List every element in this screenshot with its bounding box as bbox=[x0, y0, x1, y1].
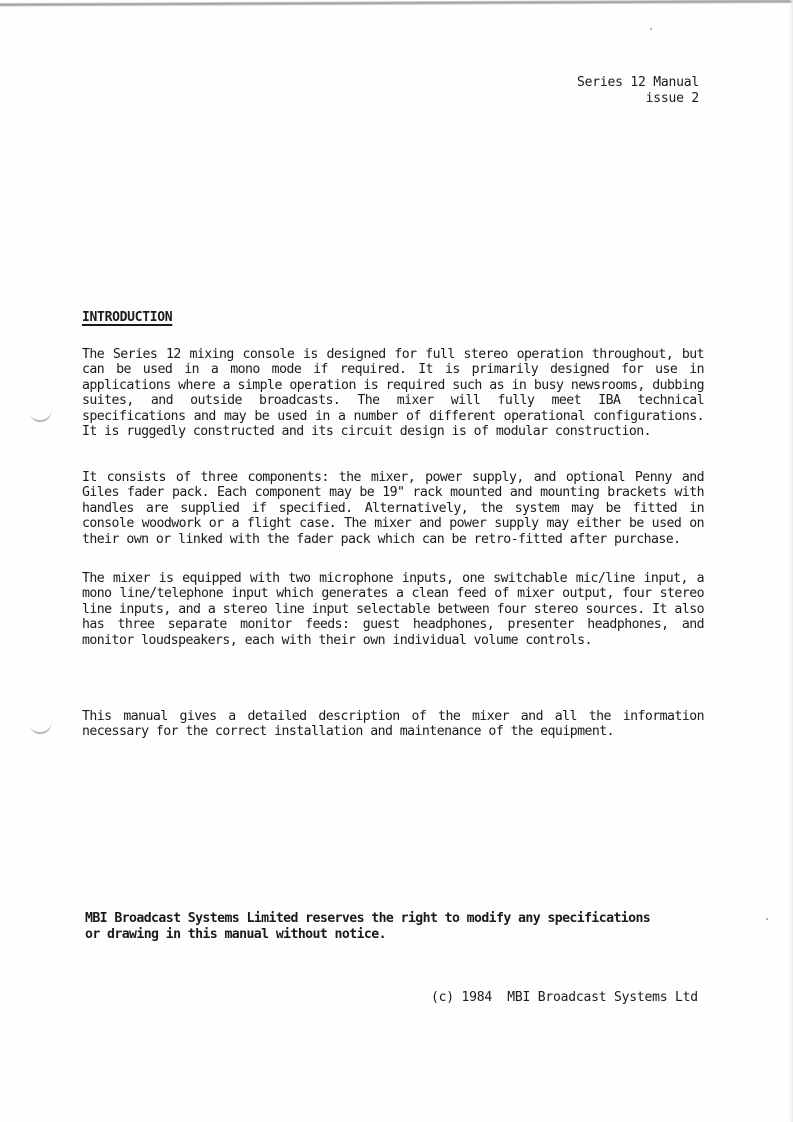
punch-hole-mark bbox=[29, 407, 53, 424]
document-header bbox=[560, 75, 699, 107]
intro-paragraph-1: The Series 12 mixing console is designed for full stereo operation throughout, but can be used in a mono mode if required. It is primarily designed for use in applications where a simple operation is required such as in busy newsrooms, dubbing suites, and outside broadcasts. The mixer will fully meet IBA technical specifications and may be used in a number of different operational configurations. It is ruggedly constructed and its circuit design is of modular construction. bbox=[82, 347, 704, 440]
section-heading: INTRODUCTION bbox=[82, 310, 173, 325]
intro-paragraph-4: This manual gives a detailed description of the mixer and all the information necessary for the correct installation and maintenance of the equipment. bbox=[82, 709, 704, 740]
scan-speck bbox=[766, 918, 768, 920]
notice-line-2: or drawing in this manual without notice. bbox=[85, 927, 386, 942]
copyright-line: (c) 1984 MBI Broadcast Systems Ltd bbox=[431, 990, 698, 1005]
scan-speck bbox=[650, 28, 652, 30]
modification-notice bbox=[85, 911, 735, 943]
issue-number: issue 2 bbox=[645, 91, 699, 106]
manual-title: Series 12 Manual bbox=[576, 75, 699, 90]
punch-hole-mark bbox=[29, 719, 53, 736]
scan-top-edge bbox=[0, 0, 793, 7]
intro-paragraph-3: The mixer is equipped with two microphone inputs, one switchable mic/line input, a mono line/telephone input which generates a clean feed of mixer output, four stereo line inputs, and a stereo line input selectable between four stereo sources. It also has three separate monitor feeds: guest headphones, presenter headphones, and monitor loudspeakers, each with their own individual volume controls. bbox=[82, 571, 704, 648]
intro-paragraph-2: It consists of three components: the mixer, power supply, and optional Penny and Giles fader pack. Each component may be 19" rack mounted and mounting brackets with handles are supplied if specified. Alternatively, the system may be fitted in console woodwork or a flight case. The mixer and power supply may either be used on their own or linked with the fader pack which can be retro-fitted after purchase. bbox=[82, 470, 704, 547]
scan-right-edge bbox=[789, 0, 793, 1122]
notice-line-1: MBI Broadcast Systems Limited reserves the right to modify any specifications bbox=[85, 911, 651, 926]
